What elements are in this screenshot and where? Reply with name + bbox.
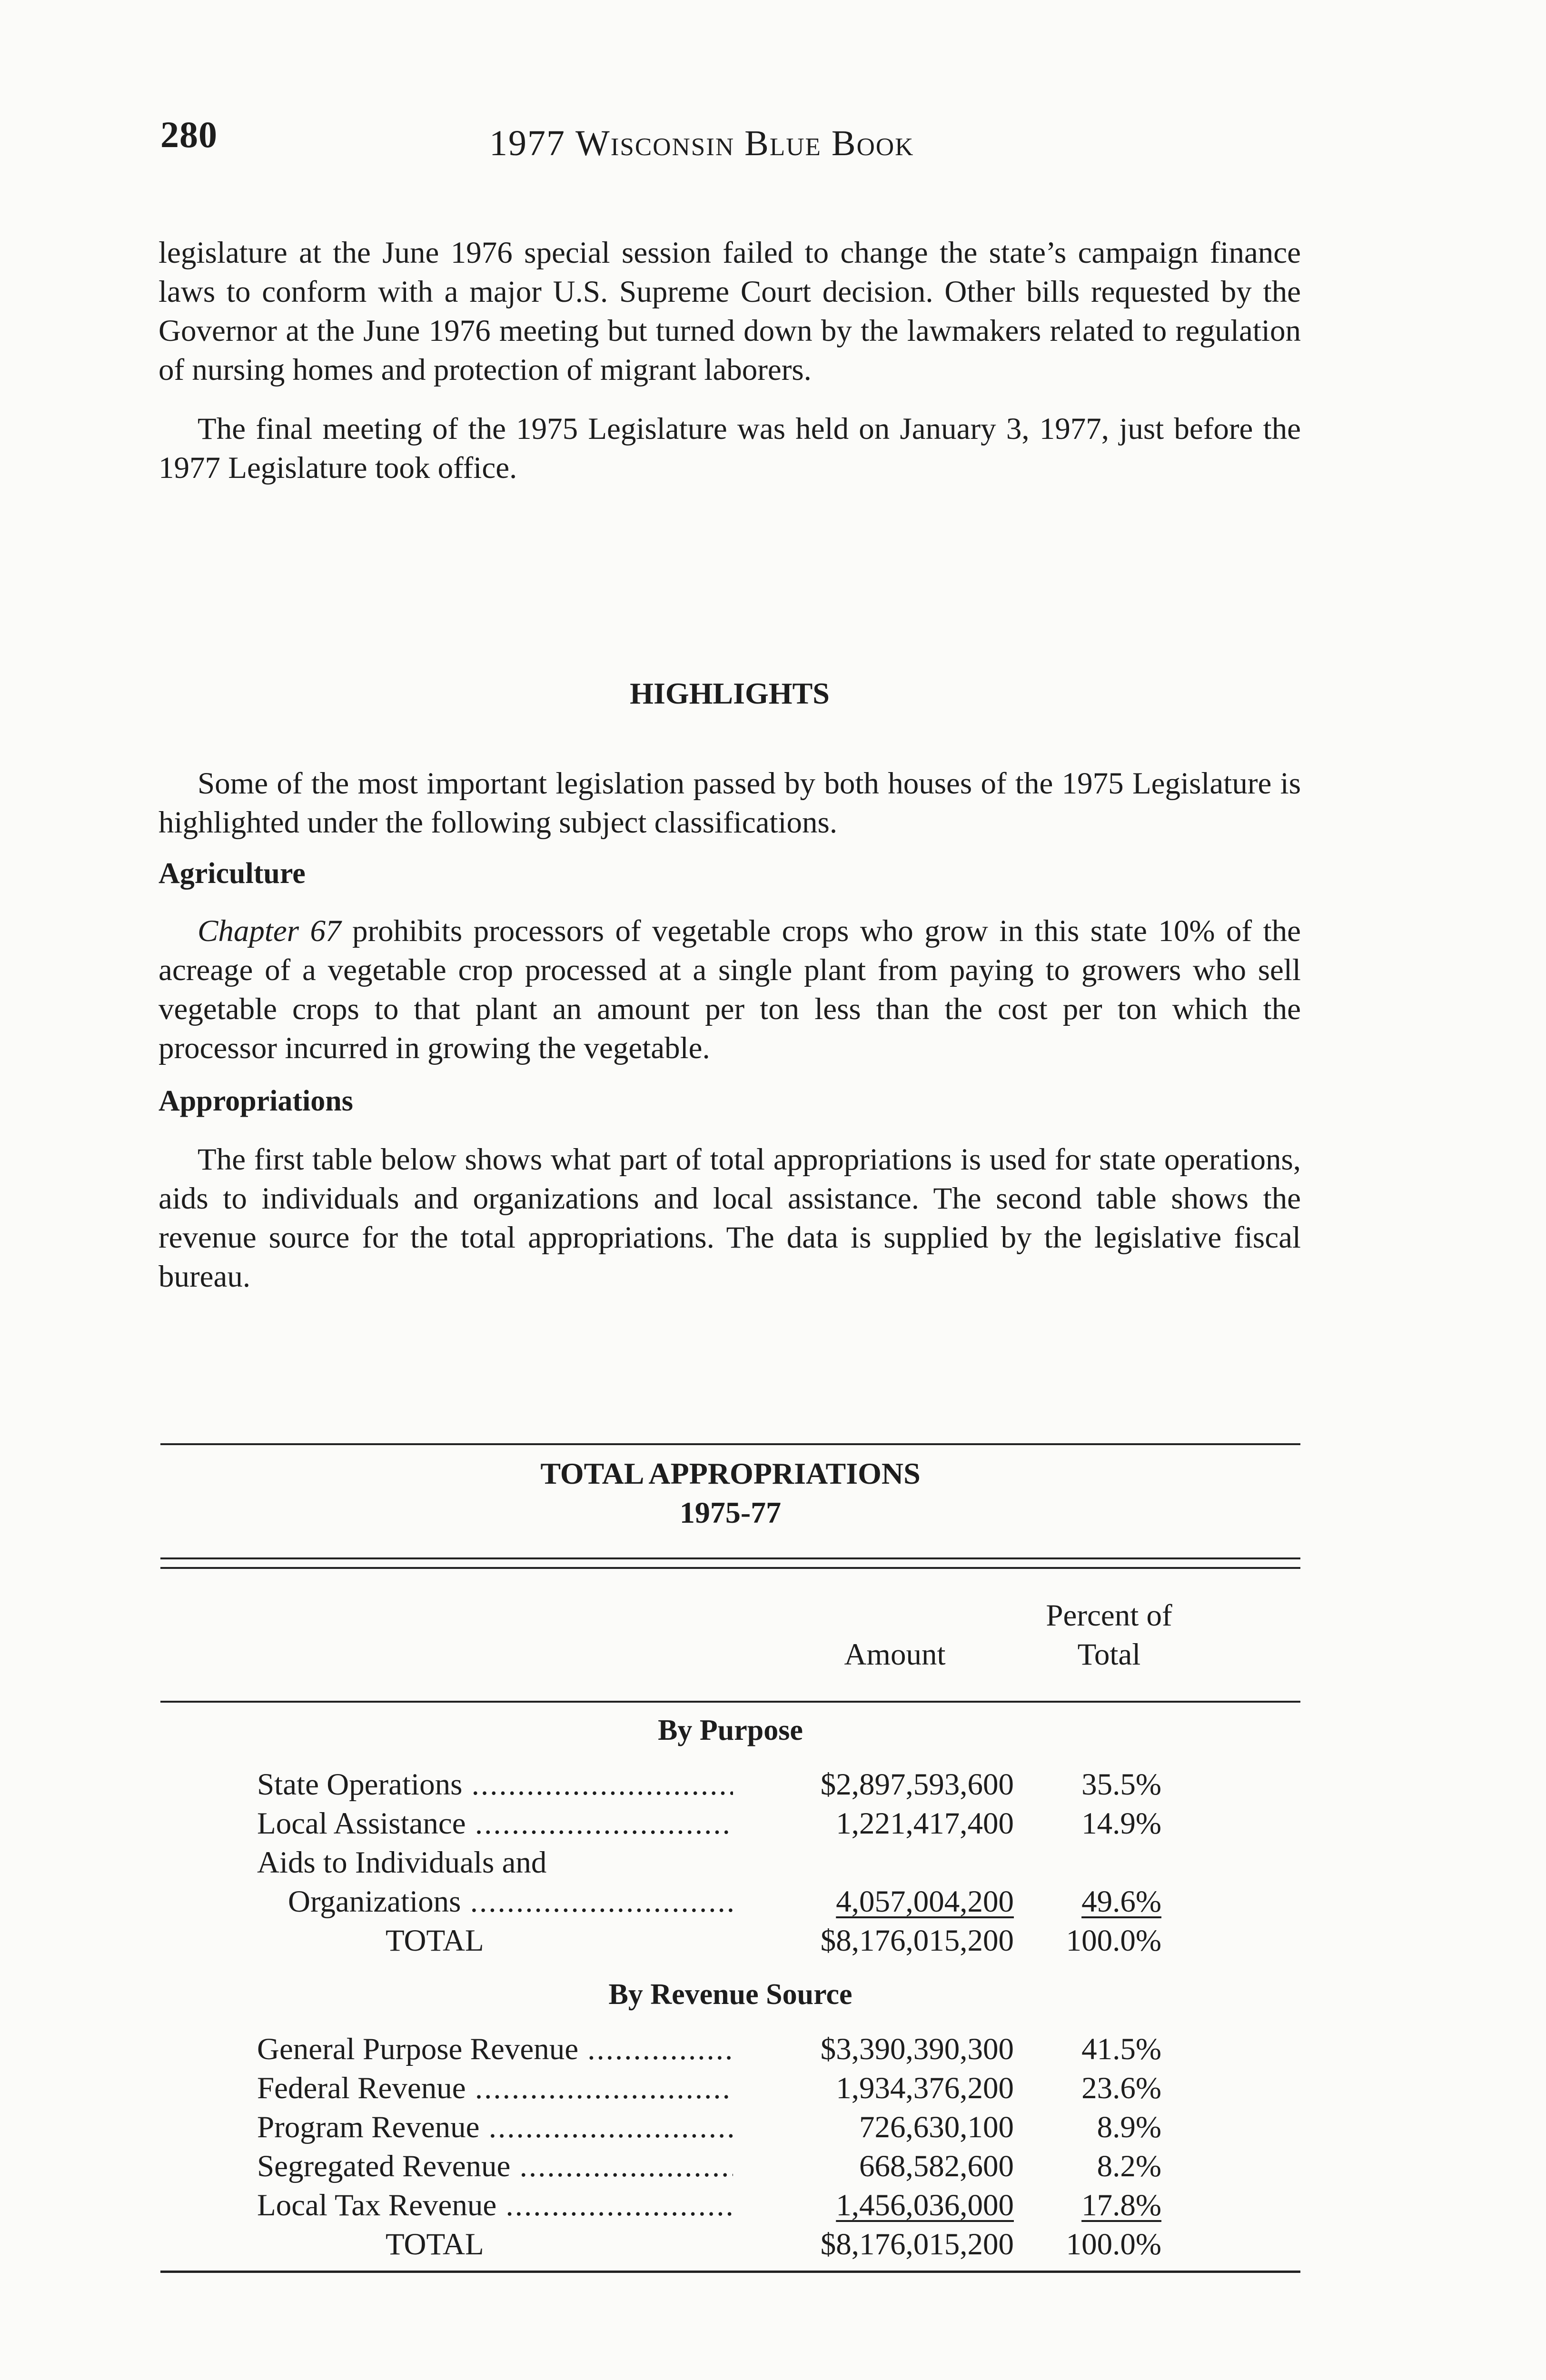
table-row (0, 1845, 1546, 1884)
row-label: General Purpose Revenue ..... (257, 2032, 733, 2067)
row-amount: 4,057,004,200 (836, 1884, 1014, 1919)
row-amount: 1,934,376,200 (836, 2071, 1014, 2105)
total-percent: 100.0% (1066, 1924, 1161, 1958)
appropriations-paragraph (159, 1140, 1301, 1296)
total-label: TOTAL (386, 1924, 484, 1958)
table-row (0, 2149, 1546, 2188)
table-row (0, 2071, 1546, 2110)
row-percent: 8.9% (1097, 2110, 1161, 2144)
row-amount: 1,456,036,000 (836, 2188, 1014, 2222)
row-percent: 8.2% (1097, 2149, 1161, 2183)
table-top-rule (160, 1443, 1300, 1445)
row-label: Aids to Individuals and (257, 1845, 547, 1880)
row-percent: 14.9% (1081, 1806, 1161, 1841)
agriculture-chapter: Chapter 67 (198, 914, 341, 948)
table-title (160, 1454, 1300, 1532)
table-title-main: TOTAL APPROPRIATIONS (540, 1457, 921, 1490)
row-percent: 35.5% (1081, 1767, 1161, 1802)
row-percent: 41.5% (1081, 2032, 1161, 2066)
table-row (0, 1767, 1546, 1806)
row-label: Local Assistance ..... (257, 1806, 733, 1842)
row-label: Program Revenue ..... (257, 2110, 733, 2145)
table-row (0, 2110, 1546, 2149)
table-title-years: 1975-77 (679, 1496, 782, 1529)
row-amount: 726,630,100 (859, 2110, 1014, 2144)
row-percent: 23.6% (1081, 2071, 1161, 2105)
total-label: TOTAL (386, 2227, 484, 2261)
running-head (489, 123, 914, 164)
row-percent: 49.6% (1081, 1884, 1161, 1919)
column-head-percent-line1: Percent of (1046, 1598, 1172, 1633)
section-by-revenue-source: By Revenue Source (608, 1978, 852, 2011)
agriculture-paragraph (159, 912, 1301, 1068)
table-row (0, 2188, 1546, 2227)
total-amount: $8,176,015,200 (820, 2227, 1014, 2261)
column-head-percent-line2: Total (1077, 1637, 1141, 1672)
intro-paragraph-1: legislature at the June 1976 special session failed to change the state’s campaign finance laws to conform with a major U.S. Supreme Court decision. Other bills requested by the Governor at the June 1976 meeting but turned down by the lawmakers related to regulation of nursing homes and protection of migrant laborers. (159, 236, 1301, 387)
table-total-row (0, 2227, 1546, 2266)
row-label: State Operations ..... (257, 1767, 733, 1803)
column-head-rule (160, 1701, 1300, 1703)
table-double-rule-bottom (160, 1567, 1300, 1569)
row-label: Federal Revenue ..... (257, 2071, 733, 2106)
running-head-year: 1977 (489, 123, 565, 163)
total-percent: 100.0% (1066, 2227, 1161, 2261)
table-row (0, 2032, 1546, 2071)
row-label: Organizations ..... (288, 1884, 733, 1920)
row-label: Segregated Revenue ..... (257, 2149, 733, 2184)
row-amount: $2,897,593,600 (820, 1767, 1014, 1802)
intro-paragraph-2-text: The final meeting of the 1975 Legislature was held on January 3, 1977, just before the 1977 Legislature took office. (159, 412, 1301, 485)
row-amount: $3,390,390,300 (820, 2032, 1014, 2066)
agriculture-text: prohibits processors of vegetable crops who grow in this state 10% of the acreage of a vegetable crop processed at a single plant from paying to growers who sell vegetable crops to that plant an amount per ton less than the cost per ton which the processor incurred in growing the vegetable. (159, 914, 1301, 1065)
table-bottom-rule (160, 2271, 1300, 2273)
column-head-amount: Amount (844, 1637, 946, 1672)
appropriations-text: The first table below shows what part of total appropriations is used for state operations, aids to individuals and organizations and local assistance. The second table shows the revenue source for the total appropriations. The data is supplied by the legislative fiscal bureau. (159, 1142, 1301, 1294)
highlights-intro (159, 764, 1301, 842)
running-head-title: Wisconsin Blue Book (575, 123, 914, 163)
column-head-percent (1014, 1596, 1204, 1674)
appropriations-heading: Appropriations (159, 1085, 353, 1117)
section-by-purpose: By Purpose (658, 1714, 803, 1746)
table-double-rule-top (160, 1557, 1300, 1559)
highlights-title: HIGHLIGHTS (630, 676, 830, 710)
total-amount: $8,176,015,200 (820, 1924, 1014, 1958)
table-total-row (0, 1923, 1546, 1962)
row-amount: 1,221,417,400 (836, 1806, 1014, 1841)
row-amount: 668,582,600 (859, 2149, 1014, 2183)
row-label: Local Tax Revenue ..... (257, 2188, 733, 2223)
highlights-intro-text: Some of the most important legislation passed by both houses of the 1975 Legislature is highlighted under the following subject classifications. (159, 766, 1301, 840)
intro-paragraph-2 (159, 409, 1301, 487)
agriculture-heading: Agriculture (159, 857, 306, 890)
table-row (0, 1884, 1546, 1923)
row-percent: 17.8% (1081, 2188, 1161, 2222)
table-row (0, 1806, 1546, 1845)
page-number: 280 (160, 114, 218, 155)
